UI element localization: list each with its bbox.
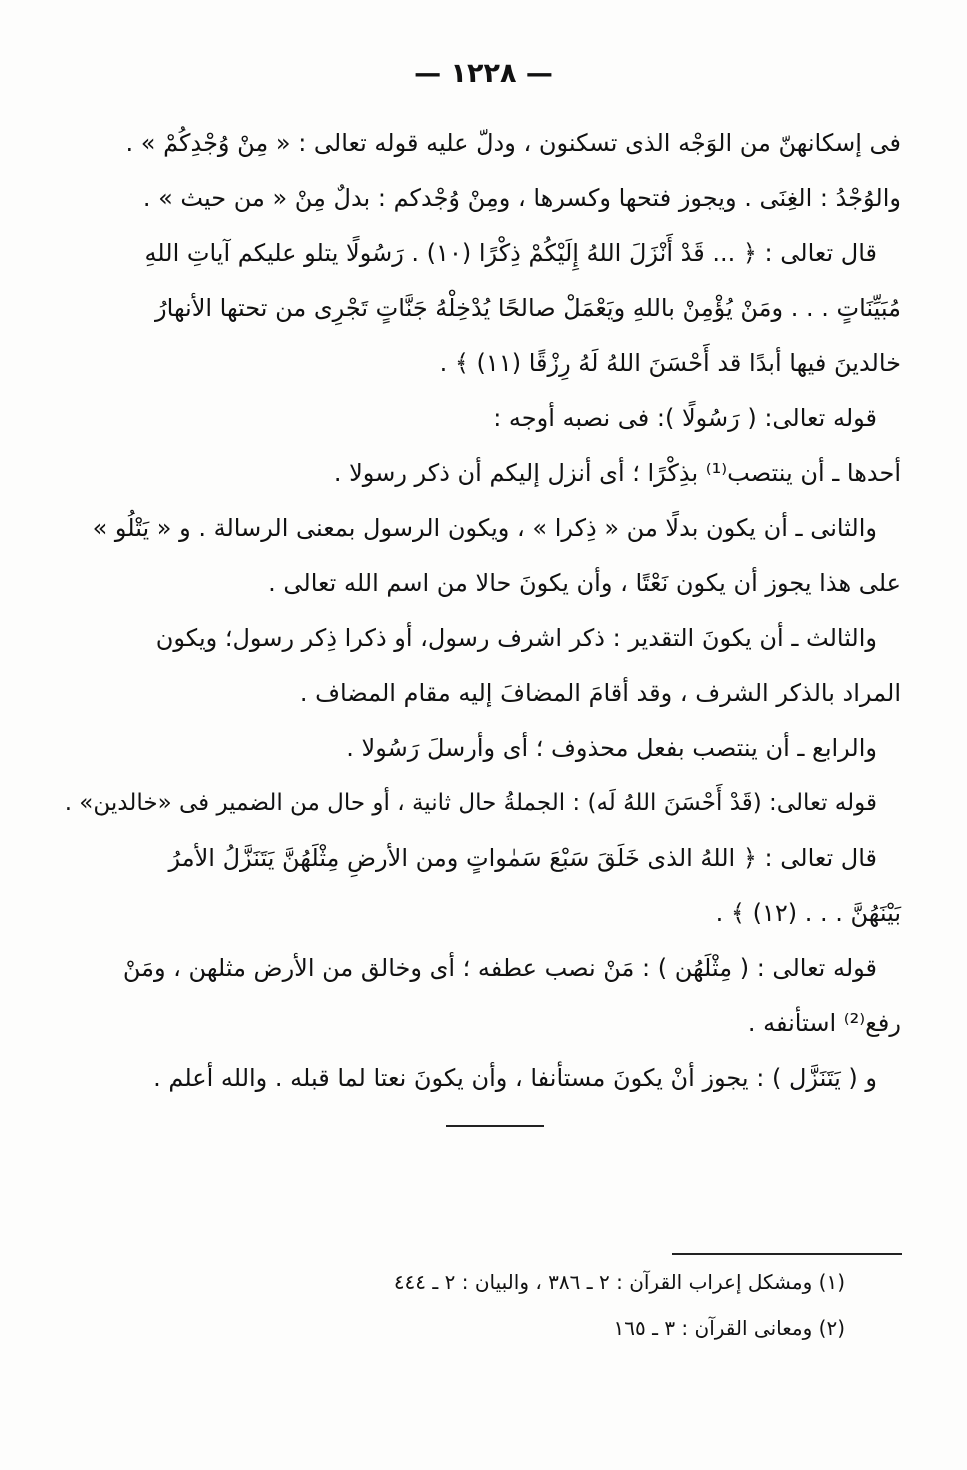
verse-line: بَيْنَهُنَّ . . . (١٢) ﴾ . <box>715 899 901 927</box>
text-line: والوُجْدُ : الغِنَى . ويجوز فتحها وكسرها ، ومِنْ وُجْدكم : بدلٌ مِنْ « من حيث » . <box>142 184 901 212</box>
main-text <box>61 126 901 1116</box>
text-line: و ( يَتَنَزَّل ) : يجوز أنْ يكونَ مستأنفا ، وأن يكونَ نعتا لما قبله . والله أعلم . <box>153 1064 877 1092</box>
text-line: والرابع ـ أن ينتصب بفعل محذوف ؛ أى وأرسلَ رَسُولا . <box>346 734 877 762</box>
section-separator <box>446 1125 544 1127</box>
footnote: (١) ومشكل إعراب القرآن : ٢ ـ ٣٨٦ ، والبيان : ٢ ـ ٤٤٤ <box>393 1270 845 1294</box>
page-number: — ١٢٢٨ — <box>414 58 553 89</box>
text-line: أحدها ـ أن ينتصب⁽¹⁾ بذِكْرًا ؛ أى أنزل إليكم أن ذكر رسولا . <box>333 459 901 487</box>
footnotes <box>125 1266 845 1358</box>
verse-line: قال تعالى : ﴿ ... قَدْ أَنْزَلَ اللهُ إِلَيْكُمْ ذِكْرًا (١٠) . رَسُولًا يتلو عليكم آياتِ اللهِ <box>144 239 877 267</box>
text-line: قوله تعالى: ( رَسُولًا ): فى نصبه أوجه : <box>493 404 877 432</box>
text-line: والثانى ـ أن يكون بدلًا من « ذِكرا » ، ويكون الرسول بمعنى الرسالة . و « يَتْلُو » <box>92 514 877 542</box>
text-line: على هذا يجوز أن يكون نَعْتًا ، وأن يكونَ حالا من اسم الله تعالى . <box>268 569 901 597</box>
text-line: قوله تعالى : ( مِثْلَهُن ) : مَنْ نصب عطفه ؛ أى وخالق من الأرض مثلهن ، ومَنْ <box>122 954 877 982</box>
text-line: فى إسكانهنّ من الوَجْه الذى تسكنون ، ودلّ عليه قوله تعالى : « مِنْ وُجْدِكُمْ » . <box>125 129 901 157</box>
footnote: (٢) ومعانى القرآن : ٣ ـ ١٦٥ <box>613 1316 845 1340</box>
verse-line: مُبَيِّنَاتٍ . . . ومَنْ يُؤْمِنْ باللهِ ويَعْمَلْ صالحًا يُدْخِلْهُ جَنَّاتٍ تَجْرِى من تحتها الأنهارُ <box>155 294 901 322</box>
footnote-rule <box>672 1253 902 1255</box>
verse-line: قال تعالى : ﴿ اللهُ الذى خَلَقَ سَبْعَ سَمٰواتٍ ومن الأرضِ مِثْلَهُنَّ يَتَنَزَّلُ الأمرُ <box>168 844 877 872</box>
text-line: المراد بالذكر الشرف ، وقد أقامَ المضافَ إليه مقام المضاف . <box>299 679 901 707</box>
verse-line: خالدينَ فيها أبدًا قد أَحْسَنَ اللهُ لَهُ رِزْقًا (١١) ﴾ . <box>439 349 901 377</box>
text-line: والثالث ـ أن يكونَ التقدير : ذكر اشرف رسول، أو ذكرا ذِكر رسول؛ ويكون <box>155 624 877 652</box>
text-line: قوله تعالى: (قَدْ أَحْسَنَ اللهُ لَه) : الجملةُ حال ثانية ، أو حال من الضمير فى «خالدين» . <box>64 790 877 816</box>
text-line: رفع⁽²⁾ استأنفه . <box>747 1009 901 1037</box>
